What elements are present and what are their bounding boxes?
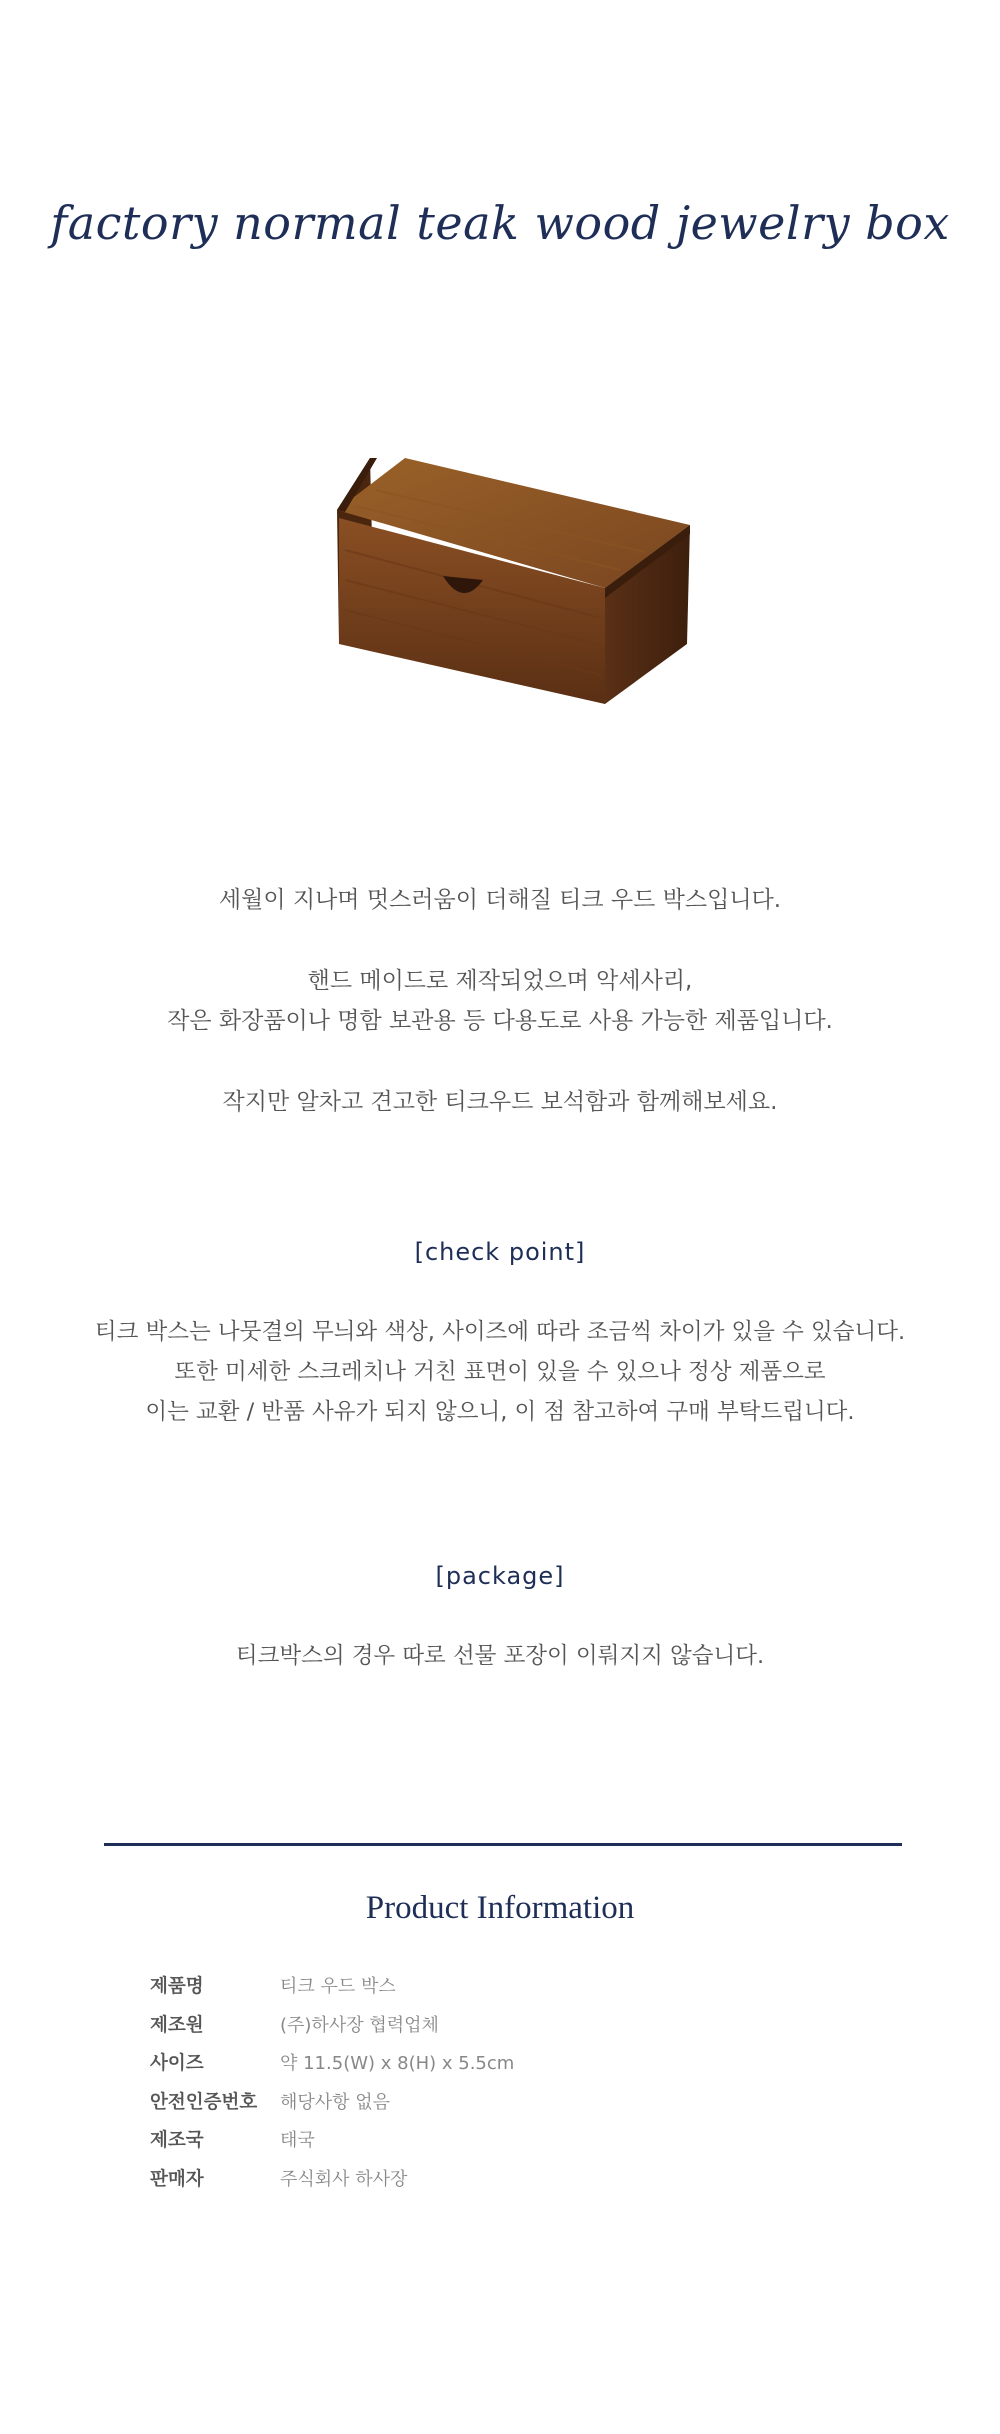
intro-text (0, 880, 1000, 1163)
intro-line: 작은 화장품이나 명함 보관용 등 다용도로 사용 가능한 제품입니다. (167, 1008, 833, 1034)
info-label: 안전인증번호 (150, 2091, 258, 2113)
info-row (150, 2159, 514, 2198)
page-title: factory normal teak wood jewelry box (50, 196, 950, 250)
check-point-text (0, 1312, 1000, 1432)
section-divider (104, 1843, 902, 1846)
package-heading: [package] (435, 1562, 565, 1590)
info-value: 해당사항 없음 (280, 2091, 391, 2113)
product-info-table (150, 1966, 514, 2197)
info-row (150, 2005, 514, 2044)
info-row (150, 2082, 514, 2121)
info-value: 약 11.5(W) x 8(H) x 5.5cm (280, 2053, 515, 2075)
intro-line: 세월이 지나며 멋스러움이 더해질 티크 우드 박스입니다. (218, 887, 782, 913)
check-point-line: 이는 교환 / 반품 사유가 되지 않으니, 이 점 참고하여 구매 부탁드립니다. (145, 1399, 855, 1425)
info-value: 티크 우드 박스 (280, 1976, 396, 1998)
intro-line: 작지만 알차고 견고한 티크우드 보석함과 함께해보세요. (222, 1089, 778, 1115)
check-point-line: 티크 박스는 나뭇결의 무늬와 색상, 사이즈에 따라 조금씩 차이가 있을 수 있습니다. (94, 1319, 906, 1345)
package-text (0, 1636, 1000, 1676)
info-label: 판매자 (150, 2168, 204, 2190)
info-label: 제조원 (150, 2014, 204, 2036)
info-value: (주)하사장 협력업체 (280, 2014, 439, 2036)
info-row (150, 2043, 514, 2082)
teak-jewelry-box-image (315, 430, 695, 730)
info-row (150, 1966, 514, 2005)
check-point-line: 또한 미세한 스크레치나 거친 표면이 있을 수 있으나 정상 제품으로 (174, 1359, 826, 1385)
info-value: 태국 (280, 2130, 315, 2152)
package-line: 티크박스의 경우 따로 선물 포장이 이뤄지지 않습니다. (235, 1643, 765, 1669)
check-point-heading: [check point] (414, 1238, 586, 1266)
info-label: 제조국 (150, 2130, 204, 2152)
info-value: 주식회사 하사장 (280, 2168, 408, 2190)
info-label: 제품명 (150, 1976, 204, 1998)
info-row (150, 2120, 514, 2159)
intro-line: 핸드 메이드로 제작되었으며 악세사리, (307, 968, 693, 994)
product-info-title: Product Information (365, 1890, 635, 1926)
info-label: 사이즈 (150, 2053, 204, 2075)
